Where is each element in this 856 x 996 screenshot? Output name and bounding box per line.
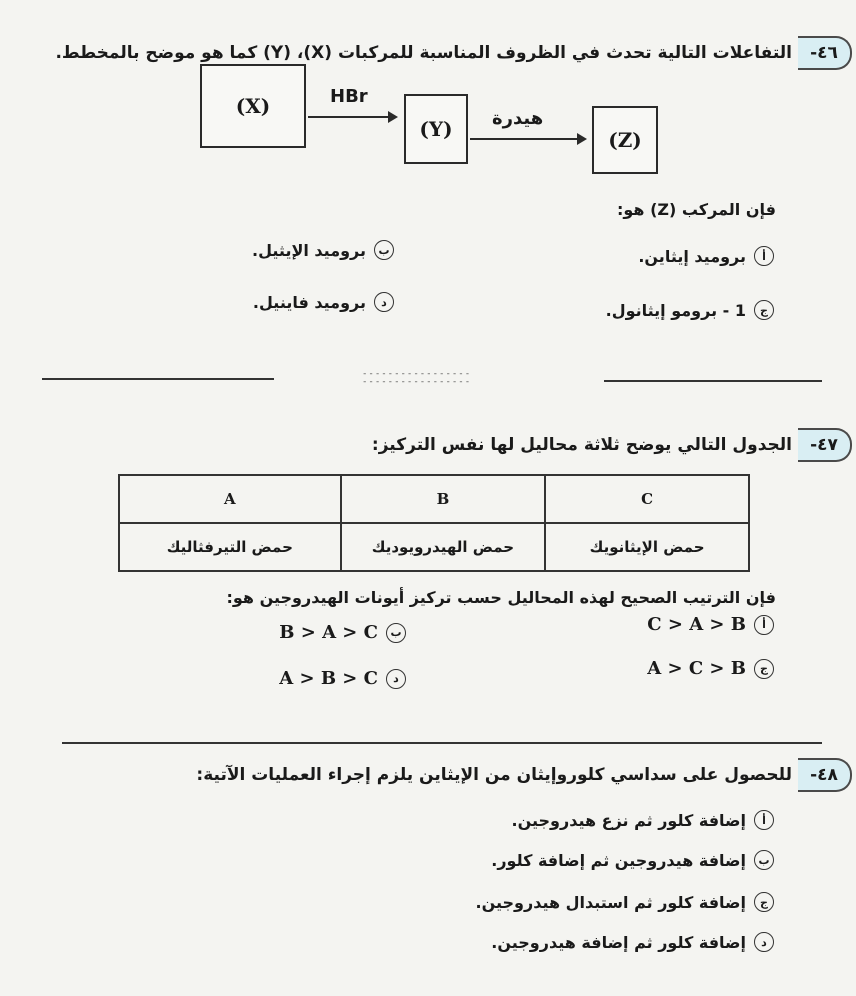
box-y: (Y) (404, 94, 468, 164)
option-circle: أ (754, 246, 774, 266)
option-text: إضافة كلور ثم استبدال هيدروجين. (475, 892, 746, 912)
option-text: إضافة كلور ثم إضافة هيدروجين. (491, 932, 746, 952)
divider-ornament: ----------------- ----------------- (362, 369, 472, 387)
q47-question: فإن الترتيب الصحيح لهذه المحاليل حسب تركيز أيونات الهيدروجين هو: (226, 588, 776, 607)
header-a: A (119, 475, 341, 523)
option-circle: أ (754, 810, 774, 830)
cell-c: حمض الإيثانويك (545, 523, 749, 571)
option-circle: ج (754, 659, 774, 679)
q47-option-d[interactable] (279, 668, 406, 689)
q46-number: ٤٦- (798, 36, 852, 70)
option-circle: د (386, 669, 406, 689)
q47-number: ٤٧- (798, 428, 852, 462)
option-text: إضافة كلور ثم نزع هيدروجين. (511, 810, 746, 830)
option-text: C > A > B (647, 614, 746, 635)
q48-text: للحصول على سداسي كلوروإيثان من الإيثاين يلزم إجراء العمليات الآتية: (196, 765, 792, 785)
table-header-row (119, 475, 749, 523)
divider-right (604, 380, 822, 382)
table-value-row (119, 523, 749, 571)
box-x: (X) (200, 64, 306, 148)
q48-option-b[interactable] (491, 850, 774, 870)
header-b: B (341, 475, 546, 523)
arrow1 (308, 116, 396, 118)
option-text: بروميد الإيثيل. (252, 240, 366, 260)
option-circle: ب (374, 240, 394, 260)
q47-option-a[interactable] (647, 614, 774, 635)
cell-a: حمض التيرفثاليك (119, 523, 341, 571)
option-circle: د (754, 932, 774, 952)
divider-left (42, 378, 274, 380)
arrow1-label: HBr (330, 86, 368, 107)
option-text: A > C > B (647, 658, 746, 679)
box-z: (Z) (592, 106, 658, 174)
option-text: B > A > C (279, 622, 378, 643)
q48-option-a[interactable] (512, 810, 775, 830)
q48-option-c[interactable] (476, 892, 775, 912)
q47-option-c[interactable] (647, 658, 774, 679)
header-c: C (545, 475, 749, 523)
q46-option-b[interactable] (252, 240, 394, 260)
q46-header (55, 36, 852, 70)
option-circle: ج (754, 892, 774, 912)
option-circle: ج (754, 300, 774, 320)
q48-header (196, 758, 852, 792)
q46-option-a[interactable] (638, 246, 774, 266)
q46-option-c[interactable] (606, 300, 774, 320)
q46-text: التفاعلات التالية تحدث في الظروف المناسبة للمركبات (X)، (Y) كما هو موضح بالمخطط. (55, 43, 792, 63)
q47-table (118, 474, 750, 572)
divider-full (62, 742, 822, 744)
option-text: إضافة هيدروجين ثم إضافة كلور. (491, 850, 746, 870)
q46-question: فإن المركب (Z) هو: (616, 200, 776, 219)
q47-header (372, 428, 852, 462)
option-circle: ب (386, 623, 406, 643)
option-circle: د (374, 292, 394, 312)
q46-option-d[interactable] (253, 292, 394, 312)
option-text: بروميد إيثاين. (638, 246, 746, 266)
option-text: بروميد فاينيل. (252, 292, 366, 312)
arrow2-label: هيدرة (492, 108, 544, 129)
option-circle: ب (754, 850, 774, 870)
q48-option-d[interactable] (491, 932, 774, 952)
option-text: A > B > C (279, 668, 378, 689)
arrow2 (470, 138, 585, 140)
q47-text: الجدول التالي يوضح ثلاثة محاليل لها نفس التركيز: (371, 435, 792, 455)
q48-number: ٤٨- (798, 758, 852, 792)
option-text: 1 - برومو إيثانول. (605, 300, 746, 320)
cell-b: حمض الهيدرويوديك (341, 523, 546, 571)
q47-option-b[interactable] (279, 622, 406, 643)
option-circle: أ (754, 615, 774, 635)
